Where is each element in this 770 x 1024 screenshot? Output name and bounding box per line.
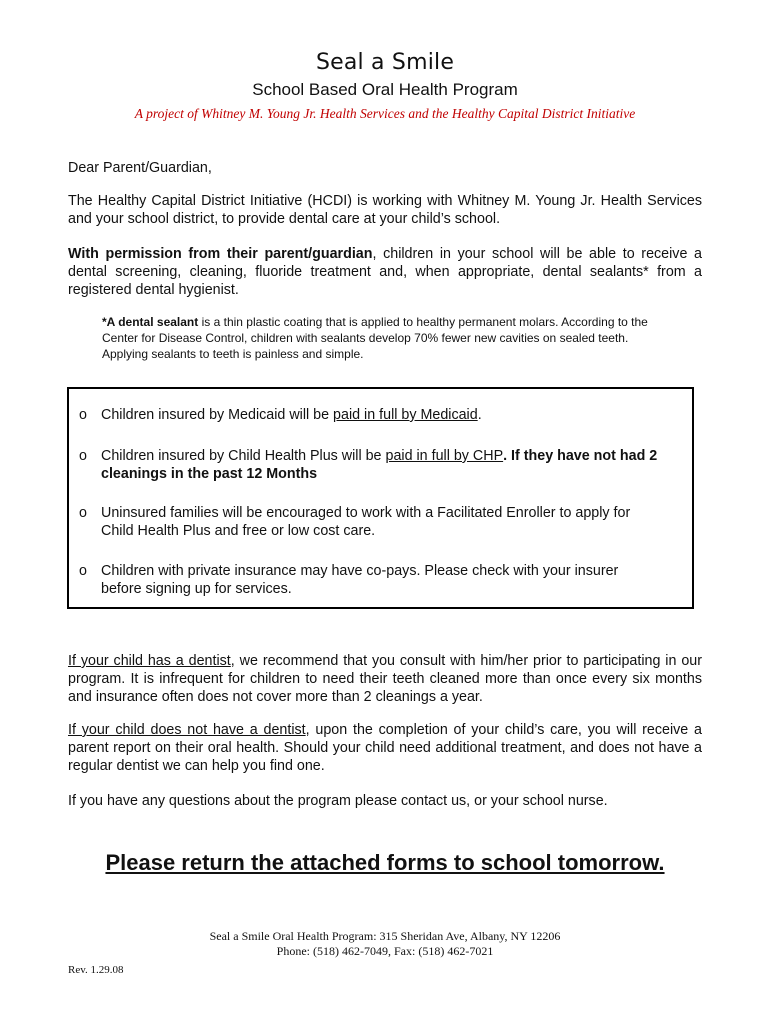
no-dentist-underlined: If your child does not have a dentist: [68, 722, 306, 738]
has-dentist-underlined: If your child has a dentist: [68, 653, 231, 669]
sealant-note-text: is a thin plastic coating that is applied to healthy permanent molars. According to the Center for Disease Control, children with sealants develop 70% fewer new cavities on sealed teeth. Applying sealants to teeth is painless and simple.: [102, 315, 648, 361]
questions-paragraph: If you have any questions about the program please contact us, or your school nurse.: [68, 793, 608, 809]
intro-paragraph: The Healthy Capital District Initiative (HCDI) is working with Whitney M. Young Jr. Health Services and your school district, to provide dental care at your child’s school.: [68, 193, 702, 227]
uninsured-text: Uninsured families will be encouraged to work with a Facilitated Enroller to apply for Child Health Plus and free or low cost care.: [101, 505, 631, 539]
permission-paragraph: [68, 245, 702, 299]
bullet-marker: o: [79, 448, 87, 464]
salutation: Dear Parent/Guardian,: [68, 160, 212, 176]
bullet-marker: o: [79, 563, 87, 579]
chp-text: Children insured by Child Health Plus will be: [101, 448, 386, 464]
program-subtitle: School Based Oral Health Program: [252, 80, 518, 99]
sealant-note-bold: *A dental sealant: [102, 315, 199, 329]
medicaid-period: .: [477, 407, 482, 423]
permission-bold-text: With permission from their parent/guardian: [68, 246, 373, 262]
return-forms-notice: Please return the attached forms to school tomorrow.: [105, 850, 665, 875]
has-dentist-text: , we recommend that you consult with him/her prior to participating in our program. It is infrequent for children to need their teeth cleaned more than once every six months and insurance often does not cover more than 2 cleanings a year.: [68, 653, 702, 705]
medicaid-text: Children insured by Medicaid will be: [101, 407, 334, 423]
chp-underlined: paid in full by CHP: [385, 448, 504, 464]
no-dentist-paragraph: [68, 721, 702, 775]
has-dentist-paragraph: [68, 652, 702, 706]
no-dentist-text: , upon the completion of your child’s care, you will receive a parent report on their oral health. Should your child need additional treatment, and does not have a regular dentist we can help you find one.: [68, 722, 702, 774]
footer-phone: Phone: (518) 462-7049, Fax: (518) 462-7021: [276, 944, 494, 958]
program-title: Seal a Smile: [315, 50, 455, 75]
sealant-note: [102, 314, 662, 362]
chp-bold: . If they have not had 2 cleanings in the past 12 Months: [101, 448, 658, 482]
medicaid-underlined: paid in full by Medicaid: [333, 407, 478, 423]
project-line: A project of Whitney M. Young Jr. Health Services and the Healthy Capital District Initiative: [134, 106, 636, 121]
bullet-marker: o: [79, 505, 87, 521]
private-text: Children with private insurance may have co-pays. Please check with your insurer before signing up for services.: [101, 563, 619, 597]
bullet-marker: o: [79, 407, 87, 423]
permission-text: , children in your school will be able to receive a dental screening, cleaning, fluoride treatment and, when appropriate, dental sealants* from a registered dental hygienist.: [68, 246, 702, 298]
revision-label: Rev. 1.29.08: [68, 964, 124, 976]
footer-address: Seal a Smile Oral Health Program: 315 Sheridan Ave, Albany, NY 12206: [209, 929, 561, 943]
